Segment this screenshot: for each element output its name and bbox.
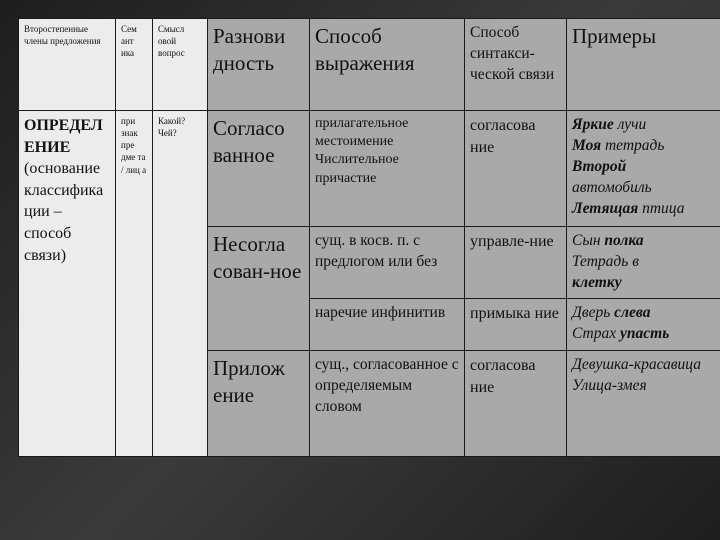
example-line xyxy=(572,273,715,294)
example-line xyxy=(572,178,715,199)
examples-apposition-text: Девушка-красавица Улица-змея xyxy=(572,356,701,394)
expression-unagreed-b-text: наречие инфинитив xyxy=(315,304,446,321)
example-line xyxy=(572,199,715,220)
example-line xyxy=(572,324,715,345)
example-rest: тетрадь xyxy=(601,136,665,154)
link-unagreed-a xyxy=(465,227,567,299)
header-question xyxy=(153,19,208,111)
term-name: ОПРЕДЕЛ ЕНИЕ xyxy=(24,117,103,156)
example-line xyxy=(572,252,715,273)
example-line xyxy=(572,136,715,157)
question-text: Какой? Чей? xyxy=(158,116,186,139)
row-agreed xyxy=(19,111,720,227)
examples-apposition xyxy=(567,351,720,457)
header-expression xyxy=(310,19,465,111)
header-semantics-text: Сем ант ика xyxy=(121,24,137,59)
example-rest: лучи xyxy=(613,116,647,133)
kind-unagreed-text: Несогла сован-ное xyxy=(213,232,302,284)
expression-item: причастие xyxy=(315,170,377,186)
example-line xyxy=(572,231,715,252)
link-unagreed-a-text: управле-ние xyxy=(470,233,554,250)
example-bold: Летящая xyxy=(572,199,639,217)
question-cell xyxy=(153,111,208,457)
expression-item: Числительное xyxy=(315,152,399,168)
definition-table xyxy=(18,18,720,457)
semantics-cell xyxy=(116,111,153,457)
semantics-text: при знак пре дме та / лиц а xyxy=(121,116,147,175)
header-kind xyxy=(208,19,310,111)
header-kind-text: Разнови дность xyxy=(213,24,286,76)
example-line xyxy=(572,303,715,324)
header-expression-text: Способ выражения xyxy=(315,24,415,76)
example-bold: слева xyxy=(614,304,651,321)
kind-apposition-text: Прилож ение xyxy=(213,356,285,408)
link-agreed-text: согласова ние xyxy=(470,117,536,156)
example-bold: Второй xyxy=(572,157,627,175)
expression-unagreed-a-text: сущ. в косв. п. с предлогом или без xyxy=(315,232,438,270)
link-unagreed-b xyxy=(465,299,567,351)
link-unagreed-b-text: примыка ние xyxy=(470,305,559,322)
example-bold: клетку xyxy=(572,273,622,291)
examples-agreed xyxy=(567,111,720,227)
expression-item: прилагательное xyxy=(315,116,409,131)
examples-unagreed-b xyxy=(567,299,720,351)
header-question-text: Смысл овой вопрос xyxy=(158,24,185,59)
example-bold: Яркие xyxy=(572,116,614,133)
link-apposition-text: согласова ние xyxy=(470,357,536,396)
expression-apposition-text: сущ., согласованное с определяемым словом xyxy=(315,356,459,415)
kind-apposition xyxy=(208,351,310,457)
kind-agreed xyxy=(208,111,310,227)
expression-agreed xyxy=(310,111,465,227)
examples-unagreed-a xyxy=(567,227,720,299)
expression-unagreed-a xyxy=(310,227,465,299)
example-rest: Сын xyxy=(572,232,605,249)
header-row xyxy=(19,19,720,111)
link-agreed xyxy=(465,111,567,227)
term-cell xyxy=(19,111,116,457)
header-semantics xyxy=(116,19,153,111)
example-rest: птица xyxy=(638,199,685,217)
expression-apposition xyxy=(310,351,465,457)
expression-unagreed-b xyxy=(310,299,465,351)
example-line xyxy=(572,115,715,136)
example-rest: Тетрадь в xyxy=(572,252,639,270)
term-basis: (основание классифика ции – способ связи) xyxy=(24,160,104,264)
example-bold: полка xyxy=(604,232,644,249)
example-line xyxy=(572,157,715,178)
link-apposition xyxy=(465,351,567,457)
header-link xyxy=(465,19,567,111)
example-bold: упасть xyxy=(620,324,670,342)
header-members xyxy=(19,19,116,111)
kind-agreed-text: Согласо ванное xyxy=(213,116,285,168)
example-rest: автомобиль xyxy=(572,178,652,196)
example-bold: Моя xyxy=(572,136,602,154)
example-rest: Дверь xyxy=(572,304,615,321)
example-rest: Страх xyxy=(572,324,621,342)
header-examples xyxy=(567,19,720,111)
header-link-text: Способ синтакси-ческой связи xyxy=(470,24,555,83)
expression-item: местоимение xyxy=(315,134,394,150)
header-members-text: Второстепенные члены предложения xyxy=(24,24,101,47)
header-examples-text: Примеры xyxy=(572,24,657,48)
kind-unagreed xyxy=(208,227,310,351)
